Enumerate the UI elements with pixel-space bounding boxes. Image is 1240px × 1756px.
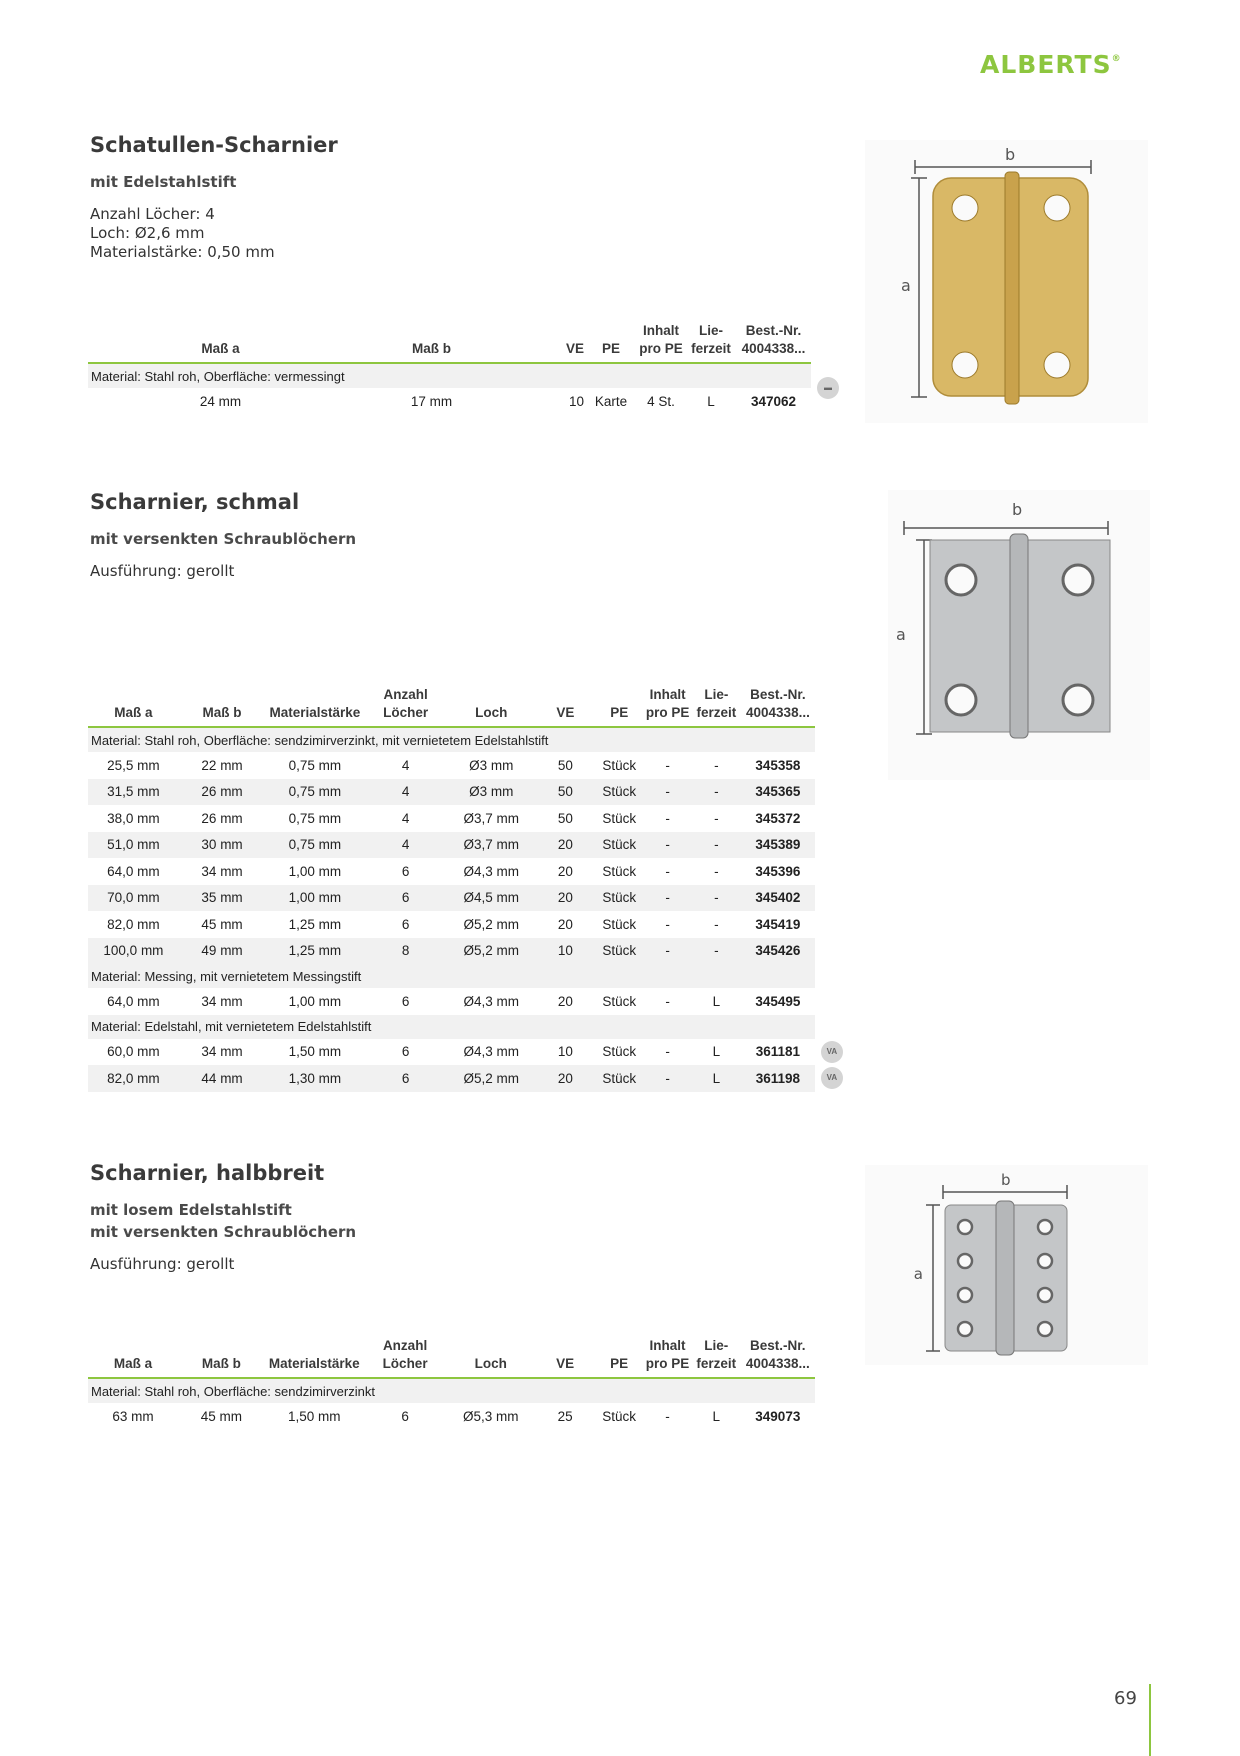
col-header-bestnr: Best.-Nr. 4004338...	[741, 686, 815, 727]
section-title: Schatullen-Scharnier	[90, 133, 338, 157]
table-row: 31,5 mm 26 mm 0,75 mm 4 Ø3 mm 50 Stück - - 345365	[88, 779, 843, 806]
table-row: 25,5 mm 22 mm 0,75 mm 4 Ø3 mm 50 Stück - - 345358	[88, 752, 843, 779]
table-row: 64,0 mm 34 mm 1,00 mm 6 Ø4,3 mm 20 Stück - - 345396	[88, 858, 843, 885]
col-header-lieferzeit: Lie- ferzeit	[692, 686, 741, 727]
material-row: Material: Stahl roh, Oberfläche: sendzimirverzinkt	[88, 1378, 815, 1403]
col-header-anzahl-loecher: Anzahl Löcher	[365, 686, 447, 727]
order-number: 349073	[755, 1408, 801, 1424]
col-header-lieferzeit: Lie- ferzeit	[692, 1337, 741, 1378]
detail-line: Loch: Ø2,6 mm	[90, 224, 205, 242]
col-header-mass-a: Maß a	[88, 686, 179, 727]
dim-label-a: a	[913, 1265, 923, 1283]
page-number-rule	[1149, 1684, 1151, 1756]
table-row: 64,0 mm 34 mm 1,00 mm 6 Ø4,3 mm 20 Stück - L 345495	[88, 988, 843, 1015]
col-header-loch: Loch	[447, 686, 536, 727]
table-row: 51,0 mm 30 mm 0,75 mm 4 Ø3,7 mm 20 Stück - - 345389	[88, 832, 843, 859]
order-number: 361181	[755, 1044, 801, 1060]
col-header-inhalt: Inhalt pro PE	[636, 322, 686, 363]
order-number: 361198	[741, 1065, 815, 1092]
section-subtitle: mit losem Edelstahlstift mit versenkten Schraublöchern	[90, 1201, 357, 1241]
detail-line: Ausführung: gerollt	[90, 1255, 235, 1273]
section-subtitle: mit Edelstahlstift	[90, 173, 237, 191]
stainless-steel-va-badge: VA	[821, 1067, 843, 1089]
col-header-mass-b: Maß b	[179, 686, 265, 727]
col-header-mass-b: Maß b	[353, 322, 510, 363]
product-table-schmal	[88, 686, 843, 1092]
order-number: 345495	[755, 993, 801, 1009]
product-table-halbbreit	[88, 1337, 843, 1430]
col-header-bestnr: Best.-Nr. 4004338...	[741, 1337, 815, 1378]
stainless-steel-va-badge: VA	[821, 1041, 843, 1063]
order-number: 345396	[755, 863, 801, 879]
order-number: 345358	[755, 757, 801, 773]
col-header-ve: VE	[535, 1337, 595, 1378]
table-row: 82,0 mm 44 mm 1,30 mm 6 Ø5,2 mm 20 Stück - L 361198 VA	[88, 1065, 843, 1092]
col-header-pe: PE	[586, 322, 636, 363]
order-number: 345372	[755, 810, 801, 826]
section-details	[90, 205, 870, 262]
order-number: 345402	[741, 885, 815, 912]
dim-label-b: b	[1005, 145, 1016, 164]
col-header-loch: Loch	[446, 1337, 535, 1378]
narrow-hinge-image	[888, 490, 1150, 780]
col-header-lieferzeit: Lie- ferzeit	[686, 322, 736, 363]
section-title: Scharnier, halbbreit	[90, 1161, 325, 1185]
table-row: 100,0 mm 49 mm 1,25 mm 8 Ø5,2 mm 10 Stück - - 345426	[88, 938, 843, 965]
page-number: 69	[1114, 1688, 1137, 1709]
section-details	[90, 1255, 870, 1274]
col-header-pe: PE	[595, 686, 643, 727]
brand-logo	[980, 50, 1122, 79]
order-number: 345389	[741, 832, 815, 859]
col-header-inhalt: Inhalt pro PE	[643, 1337, 692, 1378]
col-header-anzahl-loecher: Anzahl Löcher	[364, 1337, 446, 1378]
dim-label-b: b	[1001, 1171, 1011, 1189]
col-header-ve: VE	[510, 322, 586, 363]
material-row: Material: Edelstahl, mit vernietetem Edelstahlstift	[88, 1015, 815, 1039]
section-scharnier-schmal	[90, 490, 870, 581]
detail-line: Anzahl Löcher: 4	[90, 205, 215, 223]
table-row: 63 mm 45 mm 1,50 mm 6 Ø5,3 mm 25 Stück - L 349073	[88, 1403, 843, 1430]
half-wide-hinge-image	[865, 1165, 1148, 1365]
dim-label-b: b	[1012, 500, 1023, 519]
detail-line: Ausführung: gerollt	[90, 562, 235, 580]
dim-label-a: a	[901, 276, 911, 295]
order-number: 345426	[741, 938, 815, 965]
order-number: 347062	[750, 393, 797, 409]
detail-line: Materialstärke: 0,50 mm	[90, 243, 275, 261]
table-row: 24 mm 17 mm 10 Karte 4 St. L 347062 ▬	[88, 388, 843, 415]
col-header-mass-a: Maß a	[88, 322, 353, 363]
col-header-pe: PE	[595, 1337, 643, 1378]
table-row: 38,0 mm 26 mm 0,75 mm 4 Ø3,7 mm 50 Stück - - 345372	[88, 805, 843, 832]
col-header-bestnr: Best.-Nr. 4004338...	[736, 322, 811, 363]
section-details	[90, 562, 870, 581]
table-row: 82,0 mm 45 mm 1,25 mm 6 Ø5,2 mm 20 Stück - - 345419	[88, 911, 843, 938]
col-header-mass-a: Maß a	[88, 1337, 178, 1378]
table-row: 60,0 mm 34 mm 1,50 mm 6 Ø4,3 mm 10 Stück - L 361181 VA	[88, 1039, 843, 1066]
col-header-materialstaerke: Materialstärke	[265, 686, 364, 727]
col-header-materialstaerke: Materialstärke	[265, 1337, 364, 1378]
product-table-schatullen	[88, 322, 843, 415]
brand-name: ALBERTS	[980, 50, 1112, 79]
order-number: 345419	[755, 916, 801, 932]
brass-hinge-image	[865, 140, 1148, 423]
section-schatullen-scharnier	[90, 133, 870, 262]
order-number: 345365	[741, 779, 815, 806]
material-row: Material: Stahl roh, Oberfläche: sendzimirverzinkt, mit vernietetem Edelstahlstift	[88, 727, 815, 752]
dim-label-a: a	[896, 625, 906, 644]
table-row: 70,0 mm 35 mm 1,00 mm 6 Ø4,5 mm 20 Stück - - 345402	[88, 885, 843, 912]
card-packaging-icon: ▬	[817, 377, 839, 399]
col-header-ve: VE	[536, 686, 596, 727]
col-header-inhalt: Inhalt pro PE	[643, 686, 692, 727]
section-title: Scharnier, schmal	[90, 490, 300, 514]
section-scharnier-halbbreit	[90, 1161, 870, 1274]
material-row: Material: Stahl roh, Oberfläche: vermessingt	[88, 363, 811, 388]
brand-mark: ®	[1111, 54, 1122, 64]
material-row: Material: Messing, mit vernietetem Messingstift	[88, 964, 815, 988]
section-subtitle: mit versenkten Schraublöchern	[90, 530, 357, 548]
col-header-mass-b: Maß b	[178, 1337, 265, 1378]
